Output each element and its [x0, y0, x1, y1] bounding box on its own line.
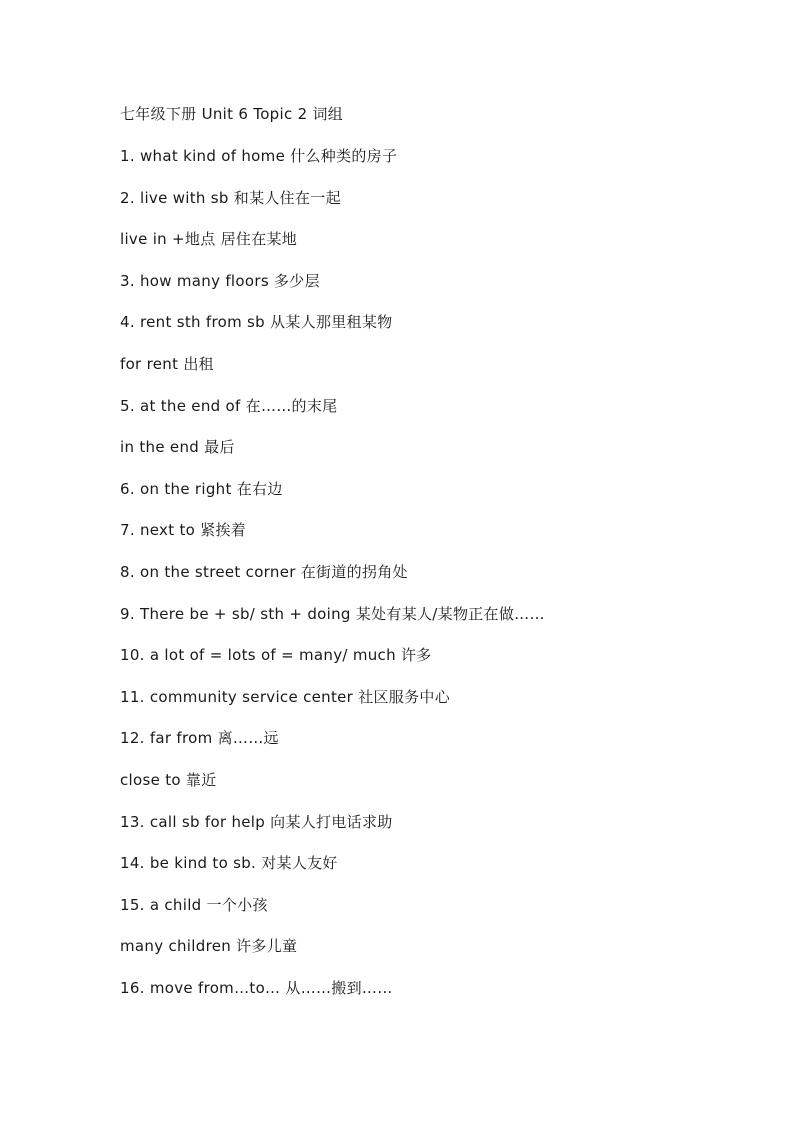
- phrase-line: 5. at the end of 在……的末尾: [120, 397, 338, 415]
- phrase-line: 12. far from 离……远: [120, 729, 279, 747]
- phrase-line: 16. move from…to… 从……搬到……: [120, 979, 393, 997]
- phrase-line: 1. what kind of home 什么种类的房子: [120, 147, 398, 165]
- phrase-line: 13. call sb for help 向某人打电话求助: [120, 813, 393, 831]
- document-title: 七年级下册 Unit 6 Topic 2 词组: [120, 105, 344, 123]
- phrase-line: 14. be kind to sb. 对某人友好: [120, 854, 338, 872]
- phrase-line: 11. community service center 社区服务中心: [120, 688, 451, 706]
- phrase-line: 7. next to 紧挨着: [120, 521, 247, 539]
- phrase-line: 8. on the street corner 在街道的拐角处: [120, 563, 408, 581]
- phrase-line: 6. on the right 在右边: [120, 480, 283, 498]
- phrase-line: 3. how many floors 多少层: [120, 272, 320, 290]
- phrase-line: in the end 最后: [120, 438, 235, 456]
- phrase-line: 9. There be + sb/ sth + doing 某处有某人/某物正在做……: [120, 605, 545, 623]
- phrase-line: 15. a child 一个小孩: [120, 896, 268, 914]
- phrase-line: 4. rent sth from sb 从某人那里租某物: [120, 313, 393, 331]
- phrase-line: for rent 出租: [120, 355, 214, 373]
- phrase-line: 10. a lot of = lots of = many/ much 许多: [120, 646, 432, 664]
- phrase-line: close to 靠近: [120, 771, 217, 789]
- phrase-line: 2. live with sb 和某人住在一起: [120, 189, 341, 207]
- phrase-line: live in +地点 居住在某地: [120, 230, 298, 248]
- phrase-line: many children 许多儿童: [120, 937, 298, 955]
